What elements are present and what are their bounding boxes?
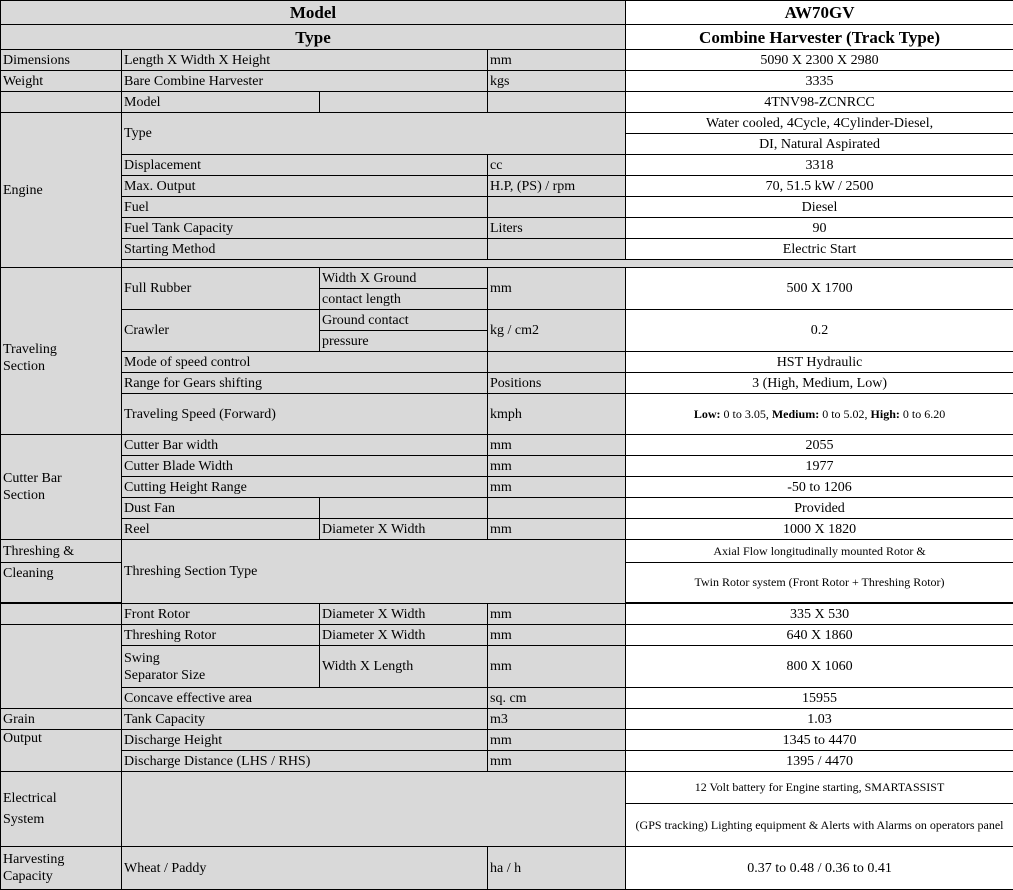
fuel-value: Diesel <box>626 197 1013 218</box>
blank-cell <box>488 239 626 260</box>
front-rotor-sub: Diameter X Width <box>320 604 488 625</box>
section-traveling-line-2: Section <box>3 358 119 375</box>
section-grain-line-1: Grain <box>1 709 122 730</box>
blank-cell <box>320 92 488 113</box>
blank-cell <box>488 352 626 373</box>
grain-tank-unit: m3 <box>488 709 626 730</box>
row-full-rubber-1 <box>1 268 1013 289</box>
electrical-value-1: 12 Volt battery for Engine starting, SMARTASSIST <box>626 772 1013 804</box>
row-harvesting <box>1 847 1013 890</box>
row-spacer <box>1 260 1013 268</box>
section-grain-line-2: Output <box>1 730 122 772</box>
bar-width-label: Cutter Bar width <box>122 435 488 456</box>
output-label: Max. Output <box>122 176 488 197</box>
starting-value: Electric Start <box>626 239 1013 260</box>
dimensions-label: Length X Width X Height <box>122 50 488 71</box>
weight-unit: kgs <box>488 71 626 92</box>
row-gears <box>1 373 1013 394</box>
section-cutter-line-2: Section <box>3 487 119 504</box>
grain-tank-label: Tank Capacity <box>122 709 488 730</box>
section-electrical <box>1 772 122 847</box>
model-value: AW70GV <box>626 1 1013 25</box>
electrical-value-2: (GPS tracking) Lighting equipment & Alerts with Alarms on operators panel <box>626 804 1013 847</box>
blank-cell <box>488 498 626 519</box>
output-unit: H.P, (PS) / rpm <box>488 176 626 197</box>
cutting-height-value: -50 to 1206 <box>626 477 1013 498</box>
rubber-sub-2: contact length <box>320 289 488 310</box>
speed-label: Traveling Speed (Forward) <box>122 394 488 435</box>
crawler-sub-2: pressure <box>320 331 488 352</box>
section-harvesting-line-2: Capacity <box>3 868 119 885</box>
rubber-unit: mm <box>488 268 626 310</box>
row-swing-separator <box>1 646 1013 688</box>
section-harvesting-line-1: Harvesting <box>3 851 119 868</box>
row-reel <box>1 519 1013 540</box>
threshing-type-value-1: Axial Flow longitudinally mounted Rotor & <box>626 540 1013 563</box>
reel-sub: Diameter X Width <box>320 519 488 540</box>
blank-cell <box>320 498 488 519</box>
starting-label: Starting Method <box>122 239 488 260</box>
section-threshing-line-1: Threshing & <box>1 540 122 563</box>
discharge-height-value: 1345 to 4470 <box>626 730 1013 751</box>
row-concave <box>1 688 1013 709</box>
fuel-tank-value: 90 <box>626 218 1013 239</box>
swing-label-line-1: Swing <box>124 650 317 667</box>
row-max-output <box>1 176 1013 197</box>
row-discharge-distance <box>1 751 1013 772</box>
discharge-height-unit: mm <box>488 730 626 751</box>
reel-label: Reel <box>122 519 320 540</box>
section-electrical-line-2: System <box>3 811 119 828</box>
row-discharge-height <box>1 730 1013 751</box>
fuel-tank-label: Fuel Tank Capacity <box>122 218 488 239</box>
front-rotor-unit: mm <box>488 604 626 625</box>
fuel-label: Fuel <box>122 197 488 218</box>
output-value: 70, 51.5 kW / 2500 <box>626 176 1013 197</box>
blank-cell <box>122 772 626 847</box>
row-fuel-tank <box>1 218 1013 239</box>
concave-label: Concave effective area <box>122 688 488 709</box>
swing-sub: Width X Length <box>320 646 488 688</box>
swing-unit: mm <box>488 646 626 688</box>
row-fuel <box>1 197 1013 218</box>
displacement-value: 3318 <box>626 155 1013 176</box>
discharge-distance-value: 1395 / 4470 <box>626 751 1013 772</box>
crawler-label: Crawler <box>122 310 320 352</box>
row-crawler-1 <box>1 310 1013 331</box>
fan-value: Provided <box>626 498 1013 519</box>
row-starting-method <box>1 239 1013 260</box>
swing-label-line-2: Separator Size <box>124 667 317 684</box>
fuel-tank-unit: Liters <box>488 218 626 239</box>
speed-low-label: Low: <box>694 407 721 421</box>
speed-unit: kmph <box>488 394 626 435</box>
row-displacement <box>1 155 1013 176</box>
crawler-unit: kg / cm2 <box>488 310 626 352</box>
type-label: Type <box>1 25 626 50</box>
cutting-height-label: Cutting Height Range <box>122 477 488 498</box>
displacement-label: Displacement <box>122 155 488 176</box>
section-engine: Engine <box>1 113 122 268</box>
row-grain-tank <box>1 709 1013 730</box>
gears-label: Range for Gears shifting <box>122 373 488 394</box>
speed-med-value: 0 to 5.02, <box>819 407 870 421</box>
speed-high-label: High: <box>871 407 900 421</box>
row-traveling-speed <box>1 394 1013 435</box>
grain-tank-value: 1.03 <box>626 709 1013 730</box>
blank-cell <box>1 604 122 625</box>
header-row-type <box>1 25 1013 50</box>
section-threshing-line-2: Cleaning <box>1 563 122 603</box>
blank-cell <box>1 92 122 113</box>
section-cutter-line-1: Cutter Bar <box>3 470 119 487</box>
engine-type-label: Type <box>122 113 626 155</box>
header-row-model <box>1 1 1013 25</box>
section-traveling-line-1: Traveling <box>3 341 119 358</box>
crawler-value: 0.2 <box>626 310 1013 352</box>
speed-med-label: Medium: <box>772 407 819 421</box>
section-weight: Weight <box>1 71 122 92</box>
discharge-distance-label: Discharge Distance (LHS / RHS) <box>122 751 488 772</box>
row-threshing-rotor <box>1 625 1013 646</box>
section-traveling <box>1 268 122 435</box>
speed-value <box>626 394 1013 435</box>
row-threshing-type-1 <box>1 540 1013 563</box>
row-dimensions <box>1 50 1013 71</box>
row-dust-fan <box>1 498 1013 519</box>
speed-high-value: 0 to 6.20 <box>900 407 945 421</box>
row-front-rotor <box>1 604 1013 625</box>
discharge-distance-unit: mm <box>488 751 626 772</box>
gears-value: 3 (High, Medium, Low) <box>626 373 1013 394</box>
type-value: Combine Harvester (Track Type) <box>626 25 1013 50</box>
engine-model-label: Model <box>122 92 320 113</box>
section-electrical-line-1: Electrical <box>3 790 119 807</box>
fan-label: Dust Fan <box>122 498 320 519</box>
section-cutter <box>1 435 122 540</box>
row-engine-model <box>1 92 1013 113</box>
front-rotor-value: 335 X 530 <box>626 604 1013 625</box>
weight-label: Bare Combine Harvester <box>122 71 488 92</box>
row-cutter-blade <box>1 456 1013 477</box>
threshing-rotor-sub: Diameter X Width <box>320 625 488 646</box>
cutting-height-unit: mm <box>488 477 626 498</box>
engine-model-value: 4TNV98-ZCNRCC <box>626 92 1013 113</box>
dimensions-unit: mm <box>488 50 626 71</box>
blade-unit: mm <box>488 456 626 477</box>
concave-unit: sq. cm <box>488 688 626 709</box>
swing-label <box>122 646 320 688</box>
blade-label: Cutter Blade Width <box>122 456 488 477</box>
row-weight <box>1 71 1013 92</box>
blank-cell <box>1 625 122 709</box>
harvesting-label: Wheat / Paddy <box>122 847 488 890</box>
threshing-rotor-unit: mm <box>488 625 626 646</box>
row-engine-type-1 <box>1 113 1013 134</box>
row-electrical-1 <box>1 772 1013 804</box>
blank-cell <box>488 197 626 218</box>
front-rotor-label: Front Rotor <box>122 604 320 625</box>
rubber-label: Full Rubber <box>122 268 320 310</box>
section-harvesting <box>1 847 122 890</box>
rubber-value: 500 X 1700 <box>626 268 1013 310</box>
row-speed-mode <box>1 352 1013 373</box>
dimensions-value: 5090 X 2300 X 2980 <box>626 50 1013 71</box>
concave-value: 15955 <box>626 688 1013 709</box>
swing-value: 800 X 1060 <box>626 646 1013 688</box>
threshing-rotor-value: 640 X 1860 <box>626 625 1013 646</box>
blade-value: 1977 <box>626 456 1013 477</box>
model-label: Model <box>1 1 626 25</box>
section-dimensions: Dimensions <box>1 50 122 71</box>
speed-mode-value: HST Hydraulic <box>626 352 1013 373</box>
bar-width-value: 2055 <box>626 435 1013 456</box>
speed-mode-label: Mode of speed control <box>122 352 488 373</box>
row-cutting-height <box>1 477 1013 498</box>
speed-low-value: 0 to 3.05, <box>721 407 772 421</box>
engine-type-value-2: DI, Natural Aspirated <box>626 134 1013 155</box>
displacement-unit: cc <box>488 155 626 176</box>
harvesting-value: 0.37 to 0.48 / 0.36 to 0.41 <box>626 847 1013 890</box>
rubber-sub-1: Width X Ground <box>320 268 488 289</box>
crawler-sub-1: Ground contact <box>320 310 488 331</box>
row-cutter-bar-width <box>1 435 1013 456</box>
engine-type-value-1: Water cooled, 4Cycle, 4Cylinder-Diesel, <box>626 113 1013 134</box>
threshing-rotor-label: Threshing Rotor <box>122 625 320 646</box>
discharge-height-label: Discharge Height <box>122 730 488 751</box>
reel-value: 1000 X 1820 <box>626 519 1013 540</box>
threshing-type-value-2: Twin Rotor system (Front Rotor + Threshing Rotor) <box>626 563 1013 603</box>
weight-value: 3335 <box>626 71 1013 92</box>
blank-cell <box>488 92 626 113</box>
reel-unit: mm <box>488 519 626 540</box>
threshing-type-label: Threshing Section Type <box>122 540 626 604</box>
blank-cell <box>122 260 1013 268</box>
bar-width-unit: mm <box>488 435 626 456</box>
gears-unit: Positions <box>488 373 626 394</box>
harvesting-unit: ha / h <box>488 847 626 890</box>
